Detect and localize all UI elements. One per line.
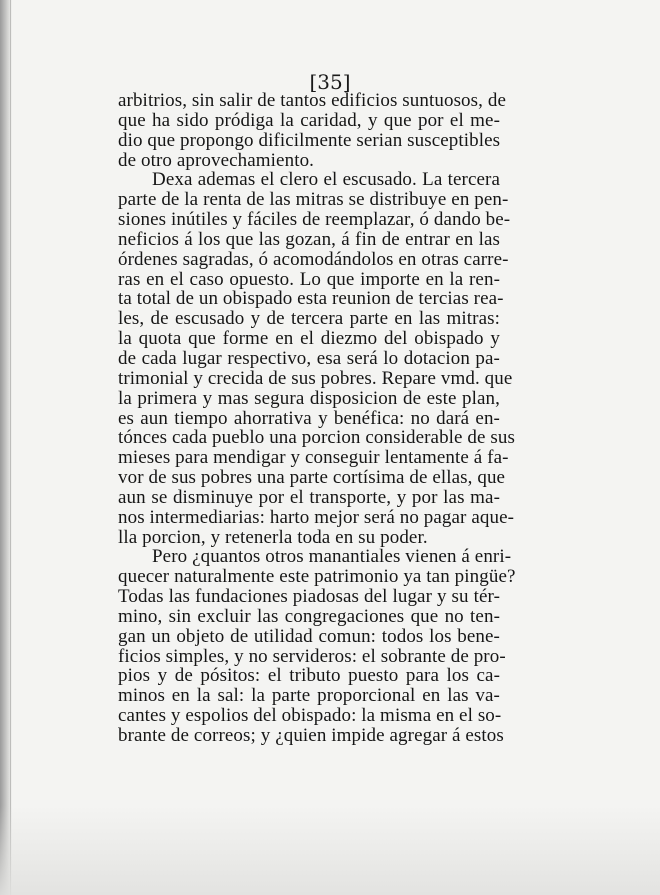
- text-line: ficios simples, y no servideros: el sobrante de pro-: [118, 645, 506, 667]
- text-line: siones inútiles y fáciles de reemplazar, ó dando be-: [118, 209, 511, 231]
- text-line: pios y de pósitos: el tributo puesto para los ca-: [118, 665, 500, 687]
- text-line: minos en la sal: la parte proporcional en las va-: [118, 685, 500, 707]
- text-line: arbitrios, sin salir de tantos edificios suntuosos, de: [118, 90, 506, 111]
- paragraph-start-line: Dexa ademas el clero el escusado. La tercera: [152, 169, 500, 191]
- text-line: quecer naturalmente este patrimonio ya tan pingüe?: [118, 566, 516, 588]
- text-line: cantes y espolios del obispado: la misma en el so-: [118, 705, 502, 727]
- text-line: órdenes sagradas, ó acomodándolos en otras carre-: [118, 248, 509, 270]
- paragraph-start-line: Pero ¿quantos otros manantiales vienen á enri-: [152, 546, 512, 568]
- text-line: lla porcion, y retenerla toda en su poder.: [118, 526, 428, 548]
- text-line: gan un objeto de utilidad comun: todos los bene-: [118, 625, 500, 647]
- text-line: la quota que forme en el diezmo del obispado y: [118, 328, 500, 350]
- body-text: [118, 90, 516, 746]
- text-line: nos intermediarias: harto mejor será no pagar aque-: [118, 506, 515, 528]
- text-line: que ha sido pródiga la caridad, y que por el me-: [118, 109, 500, 131]
- paper-shading: [0, 805, 660, 895]
- page-number: [35]: [309, 70, 351, 94]
- text-line: mieses para mendigar y conseguir lentamente á fa-: [118, 447, 509, 469]
- text-line: aun se disminuye por el transporte, y por las ma-: [118, 486, 500, 508]
- text-line: ta total de un obispado esta reunion de tercias rea-: [118, 288, 504, 310]
- text-line: ras en el caso opuesto. Lo que importe en la ren-: [118, 268, 500, 290]
- text-line: brante de correos; y ¿quien impide agregar á estos: [118, 725, 504, 746]
- text-line: vor de sus pobres una parte cortísima de ellas, que: [118, 467, 506, 489]
- binding-fold-line: [10, 0, 11, 895]
- text-line: Todas las fundaciones piadosas del lugar y su tér-: [118, 586, 500, 608]
- text-line: neficios á los que las gozan, á fin de entrar en las: [118, 228, 500, 250]
- text-line: les, de escusado y de tercera parte en las mitras:: [118, 308, 500, 330]
- text-line: de otro aprovechamiento.: [118, 149, 315, 171]
- text-line: dio que propongo dificilmente serian susceptibles: [118, 129, 501, 151]
- text-line: tónces cada pueblo una porcion considerable de sus: [118, 427, 516, 449]
- text-line: trimonial y crecida de sus pobres. Repare vmd. que: [118, 367, 513, 389]
- text-line: es aun tiempo ahorrativa y benéfica: no dará en-: [118, 407, 500, 429]
- text-line: mino, sin excluir las congregaciones que no ten-: [118, 605, 500, 627]
- text-line: parte de la renta de las mitras se distribuye en pen-: [118, 189, 509, 211]
- text-line: de cada lugar respectivo, esa será lo dotacion pa-: [118, 347, 500, 369]
- text-line: la primera y mas segura disposicion de este plan,: [118, 387, 500, 409]
